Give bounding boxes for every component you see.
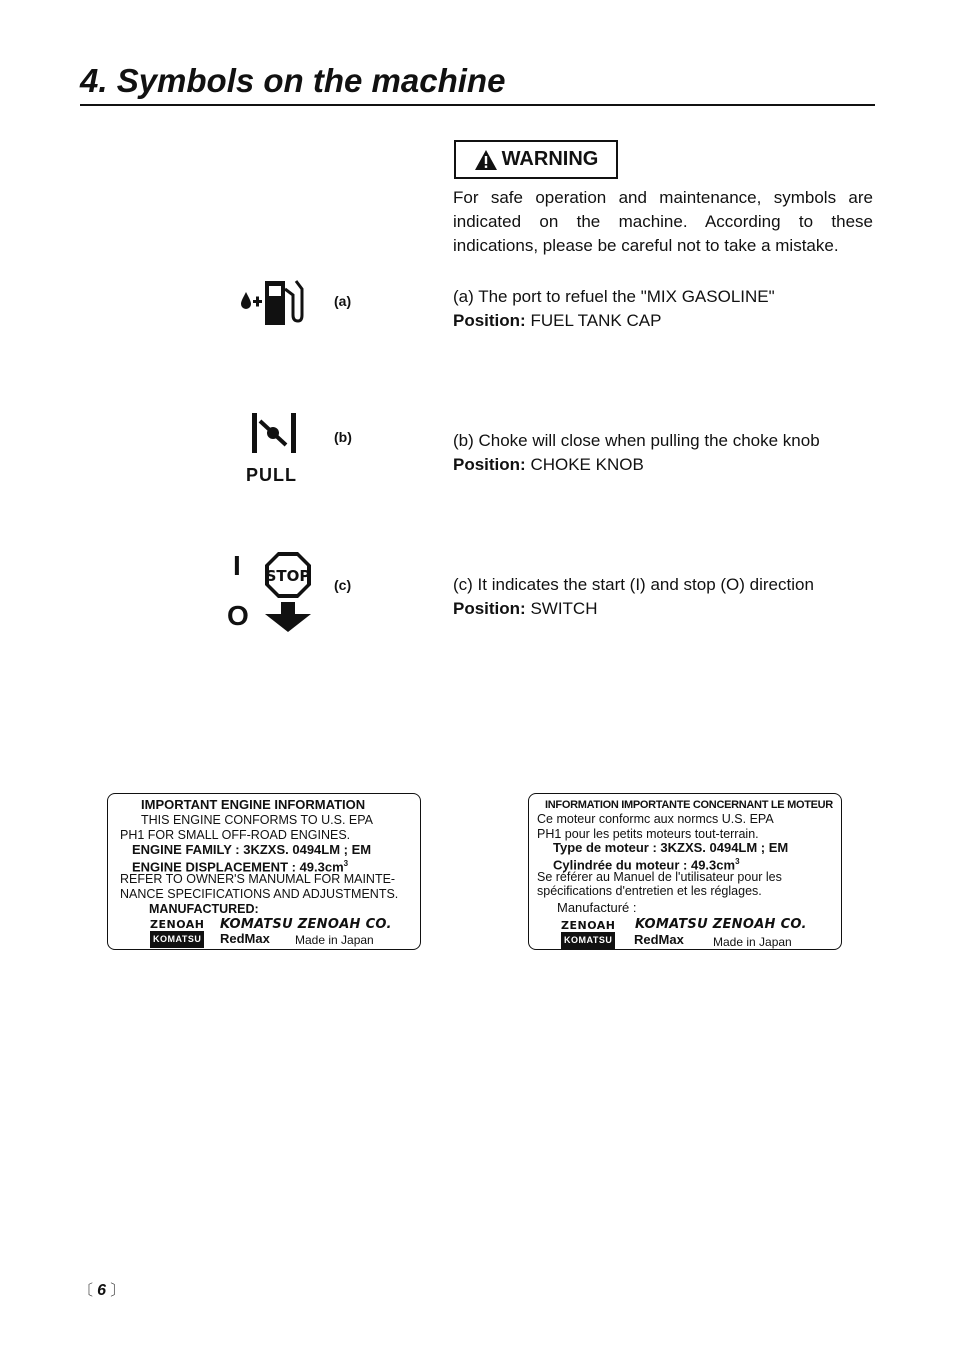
label-en-displacement: ENGINE DISPLACEMENT : $49.3cm^3$ — [132, 859, 349, 875]
label-en-line2: PH1 FOR SMALL OFF-ROAD ENGINES. — [120, 828, 351, 842]
label-fr-displacement: Cylindrée du moteur : $49.3cm^3$ — [553, 857, 740, 873]
label-fr-line2: PH1 pour les petits moteurs tout-terrain. — [537, 827, 759, 841]
brand-name: KOMATSU ZENOAH CO. — [635, 917, 807, 932]
redmax-text: RedMax — [220, 931, 270, 946]
made-in-japan: Made in Japan — [713, 935, 792, 949]
label-fr-family: Type de moteur : 3KZXS. 0494LM ; EM — [553, 840, 789, 855]
symbol-a-text: (a) The port to refuel the "MIX GASOLINE" — [453, 287, 775, 306]
fuel-mix-icon — [238, 275, 310, 327]
symbol-c-description — [453, 573, 873, 621]
label-fr-heading: INFORMATION IMPORTANTE CONCERNANT LE MOTEUR — [545, 799, 833, 811]
zenoah-logo: ZENOAH — [150, 918, 205, 931]
symbol-c-text: (c) It indicates the start (I) and stop (O) direction — [453, 575, 814, 594]
label-en-line6: NANCE SPECIFICATIONS AND ADJUSTMENTS. — [120, 887, 399, 901]
label-en-line5: REFER TO OWNER'S MANUMAL FOR MAINTE- — [120, 872, 396, 886]
symbol-b-text: (b) Choke will close when pulling the choke knob — [453, 431, 820, 450]
page-number: 〔 6 〕 — [78, 1282, 126, 1299]
made-in-japan: Made in Japan — [295, 933, 374, 947]
label-fr-line6: spécifications d'entretien et les réglages. — [537, 884, 762, 898]
start-i-glyph: I — [233, 550, 241, 581]
warning-box — [454, 140, 618, 179]
label-en-manufactured: MANUFACTURED: — [149, 902, 259, 916]
engine-info-label-fr — [528, 793, 842, 950]
komatsu-logo: KOMATSU — [150, 931, 204, 948]
warning-intro: For safe operation and maintenance, symbols are indicated on the machine. According to these indications, please be careful not to take a mistake. — [453, 188, 873, 255]
label-en-line1: THIS ENGINE CONFORMS TO U.S. EPA — [141, 813, 373, 827]
label-fr-manufactured: Manufacturé : — [557, 900, 637, 915]
engine-info-label-en — [107, 793, 421, 950]
brand-name: KOMATSU ZENOAH CO. — [220, 917, 392, 932]
redmax-text: RedMax — [634, 932, 684, 947]
symbol-b-description — [453, 429, 873, 477]
symbol-a-description — [453, 285, 873, 333]
symbol-b-label: (b) — [334, 429, 352, 445]
label-en-family: ENGINE FAMILY : 3KZXS. 0494LM ; EM — [132, 842, 372, 857]
label-fr-line5: Se référer au Manuel de l'utilisateur pour les — [537, 870, 782, 884]
choke-pull-text: PULL — [246, 465, 297, 485]
symbol-a-position: Position: FUEL TANK CAP — [453, 311, 662, 330]
stop-sign-text: STOP — [265, 567, 311, 585]
label-fr-line1: Ce moteur conformc aux normcs U.S. EPA — [537, 812, 774, 826]
warning-triangle-icon — [474, 149, 498, 171]
stop-sign-icon — [263, 550, 313, 634]
page-title: 4. Symbols on the machine — [80, 60, 875, 106]
symbol-b-position: Position: CHOKE KNOB — [453, 455, 644, 474]
choke-icon — [250, 411, 298, 455]
symbol-c-label: (c) — [334, 577, 352, 593]
zenoah-logo: ZENOAH — [561, 919, 616, 932]
label-en-heading: IMPORTANT ENGINE INFORMATION — [141, 797, 366, 812]
warning-label: WARNING — [501, 148, 599, 170]
symbol-c-position: Position: SWITCH — [453, 599, 598, 618]
stop-o-glyph: O — [227, 600, 249, 631]
komatsu-logo: KOMATSU — [561, 932, 615, 949]
symbol-a-label: (a) — [334, 293, 352, 309]
